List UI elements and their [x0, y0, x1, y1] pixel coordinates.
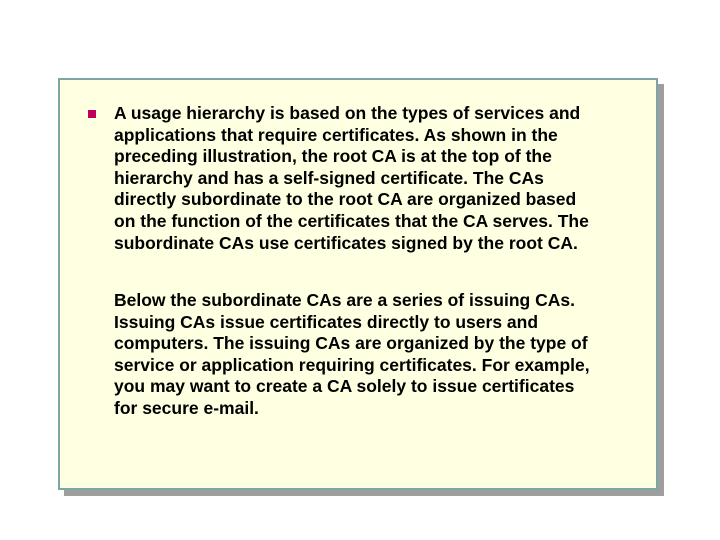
square-bullet-icon: [88, 110, 96, 118]
paragraph-usage-hierarchy: A usage hierarchy is based on the types of services and applications that require certificates. As shown in the preceding illustration, the root CA is at the top of the hierarchy and has a self-signed certificate. The CAs directly subordinate to the root CA are organized based on the function of the certificates that the CA serves. The subordinate CAs use certificates signed by the root CA.: [114, 103, 589, 253]
paragraph-issuing-cas: Below the subordinate CAs are a series of issuing CAs. Issuing CAs issue certificates directly to users and computers. The issuing CAs are organized by the type of service or application requiring certificates. For example, you may want to create a CA solely to issue certificates for secure e-mail.: [114, 290, 590, 418]
content-text-box: [58, 78, 658, 490]
